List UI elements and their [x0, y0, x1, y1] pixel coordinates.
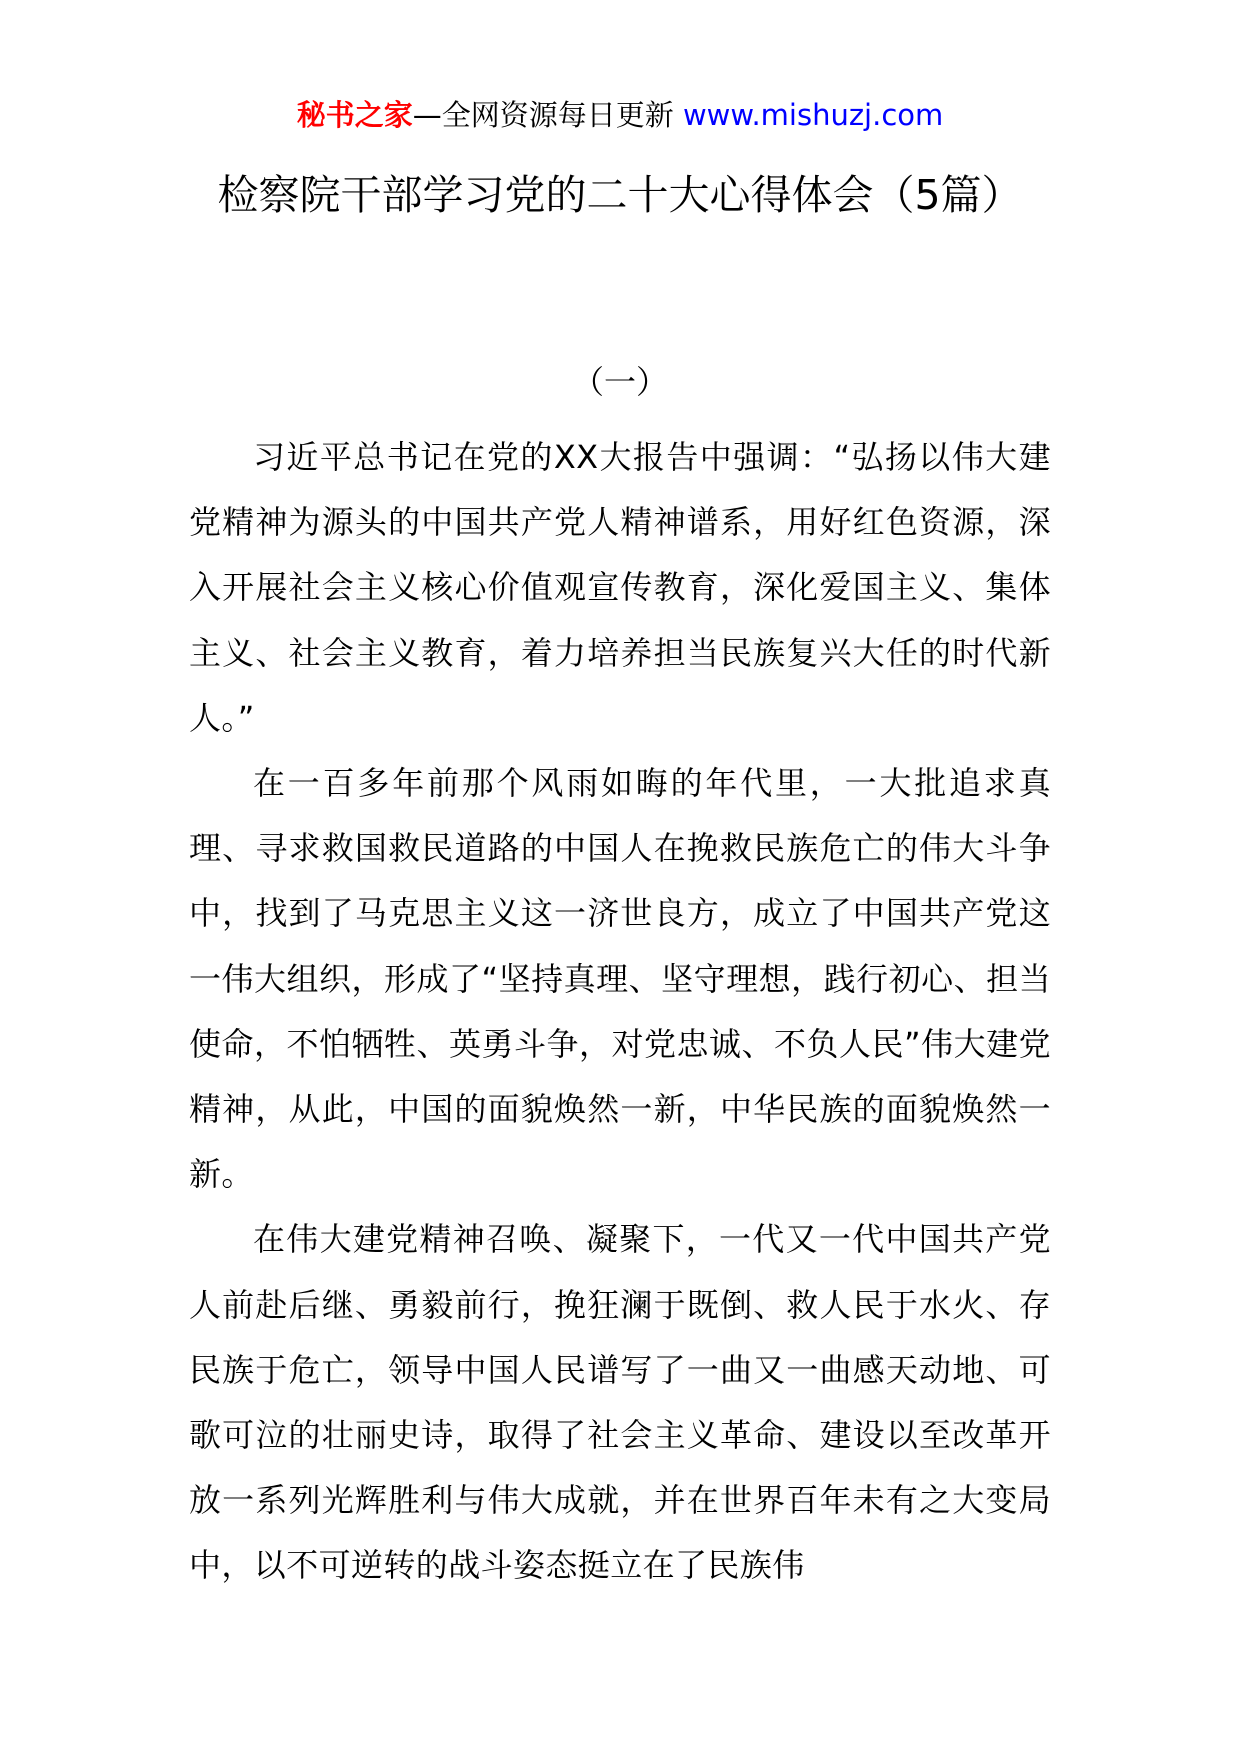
paragraph-2: 在一百多年前那个风雨如晦的年代里，一大批追求真理、寻求救国救民道路的中国人在挽救民族危亡的伟大斗争中，找到了马克思主义这一济世良方，成立了中国共产党这一伟大组织，形成了“坚持真理、坚守理想，践行初心、担当使命，不怕牺牲、英勇斗争，对党忠诚、不负人民”伟大建党精神，从此，中国的面貌焕然一新，中华民族的面貌焕然一新。	[189, 764, 1051, 1194]
paragraph-1: 习近平总书记在党的XX大报告中强调：“弘扬以伟大建党精神为源头的中国共产党人精神谱系，用好红色资源，深入开展社会主义核心价值观宣传教育，深化爱国主义、集体主义、社会主义教育，着力培养担当民族复兴大任的时代新人。”	[189, 438, 1051, 737]
website-url[interactable]: www.mishuzj.com	[682, 98, 944, 132]
paragraph-3: 在伟大建党精神召唤、凝聚下，一代又一代中国共产党人前赴后继、勇毅前行，挽狂澜于既倒、救人民于水火、存民族于危亡，领导中国人民谱写了一曲又一曲感天动地、可歌可泣的壮丽史诗，取得了社会主义革命、建设以至改革开放一系列光辉胜利与伟大成就，并在世界百年未有之大变局中，以不可逆转的战斗姿态挺立在了民族伟	[189, 1220, 1051, 1585]
section-marker: （一）	[571, 363, 668, 401]
brand-name: 秘书之家	[296, 98, 413, 132]
document-title: 检察院干部学习党的二十大心得体会（5篇）	[217, 171, 1023, 219]
document-body	[189, 425, 1051, 1599]
header-slogan: —全网资源每日更新	[412, 98, 674, 132]
site-header	[0, 98, 1240, 132]
